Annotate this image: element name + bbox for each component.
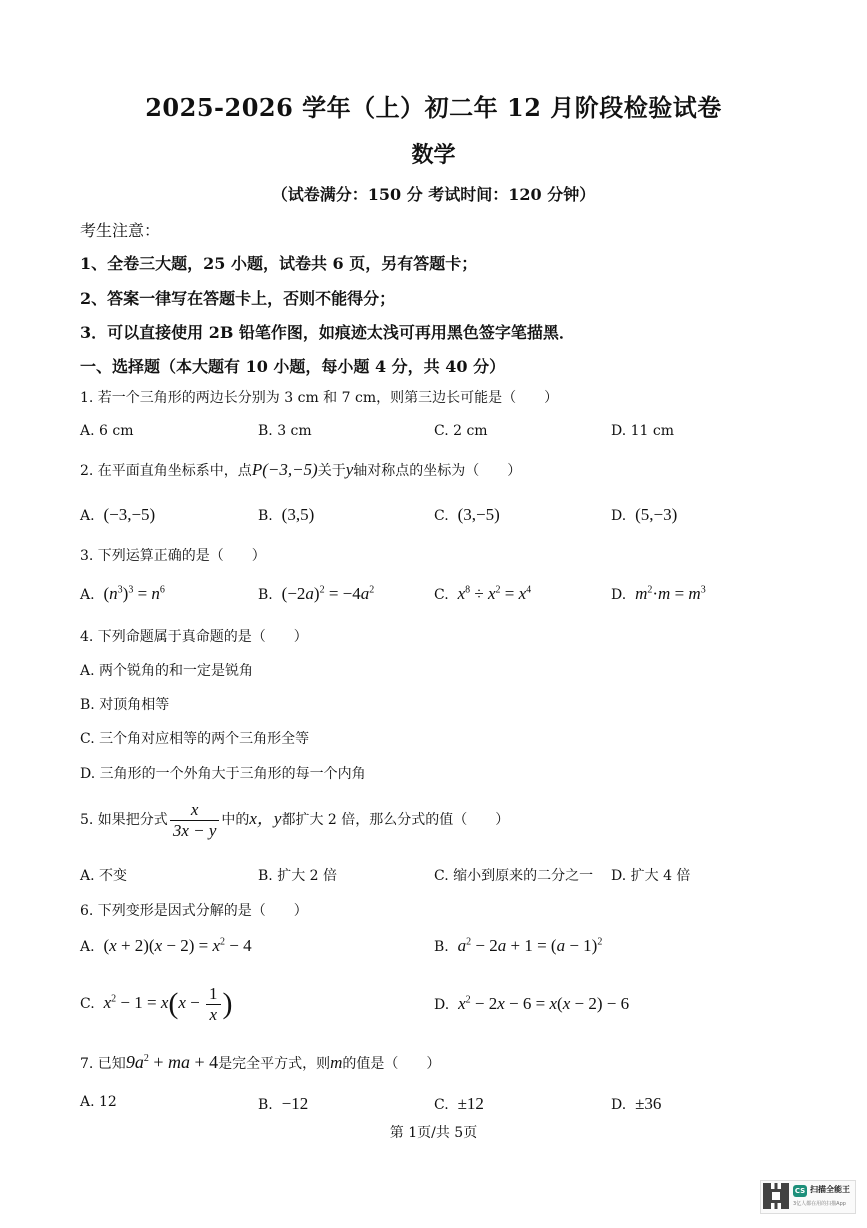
q7-option-c: C. ±12: [434, 1094, 484, 1113]
q1-option-a: A. 6 cm: [80, 423, 134, 439]
q3-option-c: C. $x^8 \div x^2 = x^4$: [434, 584, 532, 603]
q3-stem: 3. 下列运算正确的是（ ）: [80, 548, 266, 564]
q2-option-d: D. (5,−3): [611, 505, 678, 524]
q6-option-a: A. $(x + 2)(x - 2) = x^2 - 4$: [80, 936, 252, 955]
q2-option-b: B. (3,5): [258, 505, 315, 524]
q3-option-a: A. $(n^3)^3 = n^6$: [80, 584, 165, 603]
exam-info: （试卷满分：150 分 考试时间：120 分钟）: [271, 185, 596, 204]
q1-option-b: B. 3 cm: [258, 423, 312, 439]
q2-option-c: C. (3,−5): [434, 505, 500, 524]
q4-option-a: A. 两个锐角的和一定是锐角: [80, 663, 254, 679]
q1-option-d: D. 11 cm: [611, 423, 675, 439]
q3-option-d: D. $m^2\cdot m = m^3$: [611, 584, 706, 603]
scanner-watermark: [760, 1180, 856, 1214]
subject-title: 数学: [411, 142, 456, 168]
q6-option-b: B. $a^2 - 2a + 1 = (a - 1)^2$: [434, 936, 603, 955]
q5-option-b: B. 扩大 2 倍: [258, 868, 337, 884]
q4-stem: 4. 下列命题属于真命题的是（ ）: [80, 629, 308, 645]
notice-heading: 考生注意：: [80, 221, 161, 240]
q5-option-c: C. 缩小到原来的二分之一: [434, 868, 594, 884]
q7-option-a: A. 12: [80, 1094, 117, 1110]
q7-option-d: D. ±36: [611, 1094, 662, 1113]
q5-option-a: A. 不变: [80, 868, 128, 884]
q6-option-d: D. $x^2 - 2x - 6 = x(x - 2) - 6$: [434, 994, 630, 1013]
q2-stem: 2. 在平面直角坐标系中，点P(−3,−5)关于y轴对称点的坐标为（ ）: [80, 460, 522, 479]
exam-title: 2025-2026 学年（上）初二年 12 月阶段检验试卷: [145, 93, 722, 122]
notice-item-2: 2、答案一律写在答题卡上，否则不能得分；: [80, 289, 396, 308]
q6-stem: 6. 下列变形是因式分解的是（ ）: [80, 903, 308, 919]
q5-option-d: D. 扩大 4 倍: [611, 868, 691, 884]
q4-option-d: D. 三角形的一个外角大于三角形的每一个内角: [80, 766, 366, 782]
q6-option-c: C. $x^2 - 1 = x(x$ − $\frac{1}{x}$ ): [80, 984, 233, 1024]
section-heading: 一、选择题（本大题有 10 小题，每小题 4 分，共 40 分）: [80, 357, 506, 376]
notice-item-3: 3．可以直接使用 2B 铅笔作图，如痕迹太浅可再用黑色签字笔描黑．: [80, 323, 575, 342]
watermark-sub: 3亿人都在用的扫描App: [793, 1201, 846, 1207]
q3-option-b: B. $(-2a)^2 = -4a^2$: [258, 584, 375, 603]
watermark-brand: 扫描全能王: [810, 1185, 850, 1194]
page-footer: 第 1页/共 5页: [389, 1125, 478, 1141]
q5-fraction: $\frac{x}{3x - y}$: [170, 800, 220, 840]
q4-option-c: C. 三个角对应相等的两个三角形全等: [80, 731, 310, 747]
q7-stem: 7. 已知$9a^2$ + ma + 4是完全平方式，则m的值是（ ）: [80, 1052, 441, 1072]
q7-option-b: B. −12: [258, 1094, 309, 1113]
q4-option-b: B. 对顶角相等: [80, 697, 170, 713]
camscanner-logo-icon: CS: [794, 1187, 806, 1195]
notice-item-1: 1、全卷三大题，25 小题，试卷共 6 页，另有答题卡；: [80, 254, 478, 273]
q2-option-a: A. (−3,−5): [80, 505, 156, 524]
q5-stem: 5. 如果把分式 $\frac{x}{3x - y}$ 中的x，y都扩大 2 倍，那么分式的值（ ）: [80, 800, 510, 840]
q1-option-c: C. 2 cm: [434, 423, 488, 439]
qr-code-icon: [763, 1183, 789, 1209]
q1-stem: 1. 若一个三角形的两边长分别为 3 cm 和 7 cm，则第三边长可能是（ ）: [80, 390, 559, 406]
q2-point: P(−3,−5): [251, 460, 318, 479]
